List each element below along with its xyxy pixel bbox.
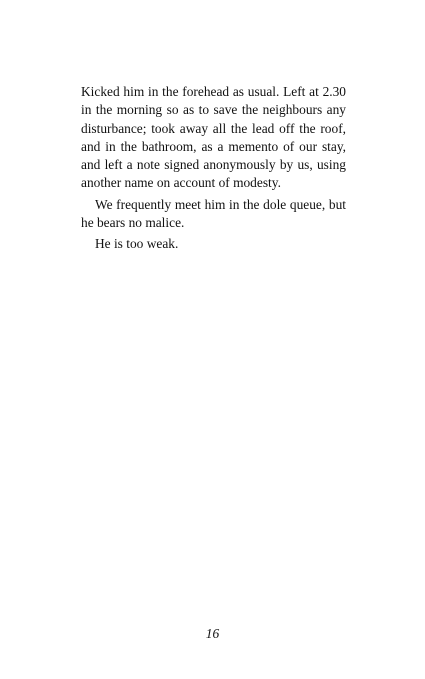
paragraph-1: Kicked him in the forehead as usual. Left at 2.30 in the morning so as to save the neighbours any disturbance; took away all the lead off the roof, and in the bathroom, as a memento of our stay, and left a note signed anonymously by us, using another name on account of modesty. — [81, 84, 346, 191]
body-text — [81, 83, 346, 254]
paragraph-3: He is too weak. — [95, 236, 179, 252]
paragraph-2: We frequently meet him in the dole queue, but he bears no malice. — [81, 196, 346, 231]
page-number: 16 — [205, 626, 220, 641]
